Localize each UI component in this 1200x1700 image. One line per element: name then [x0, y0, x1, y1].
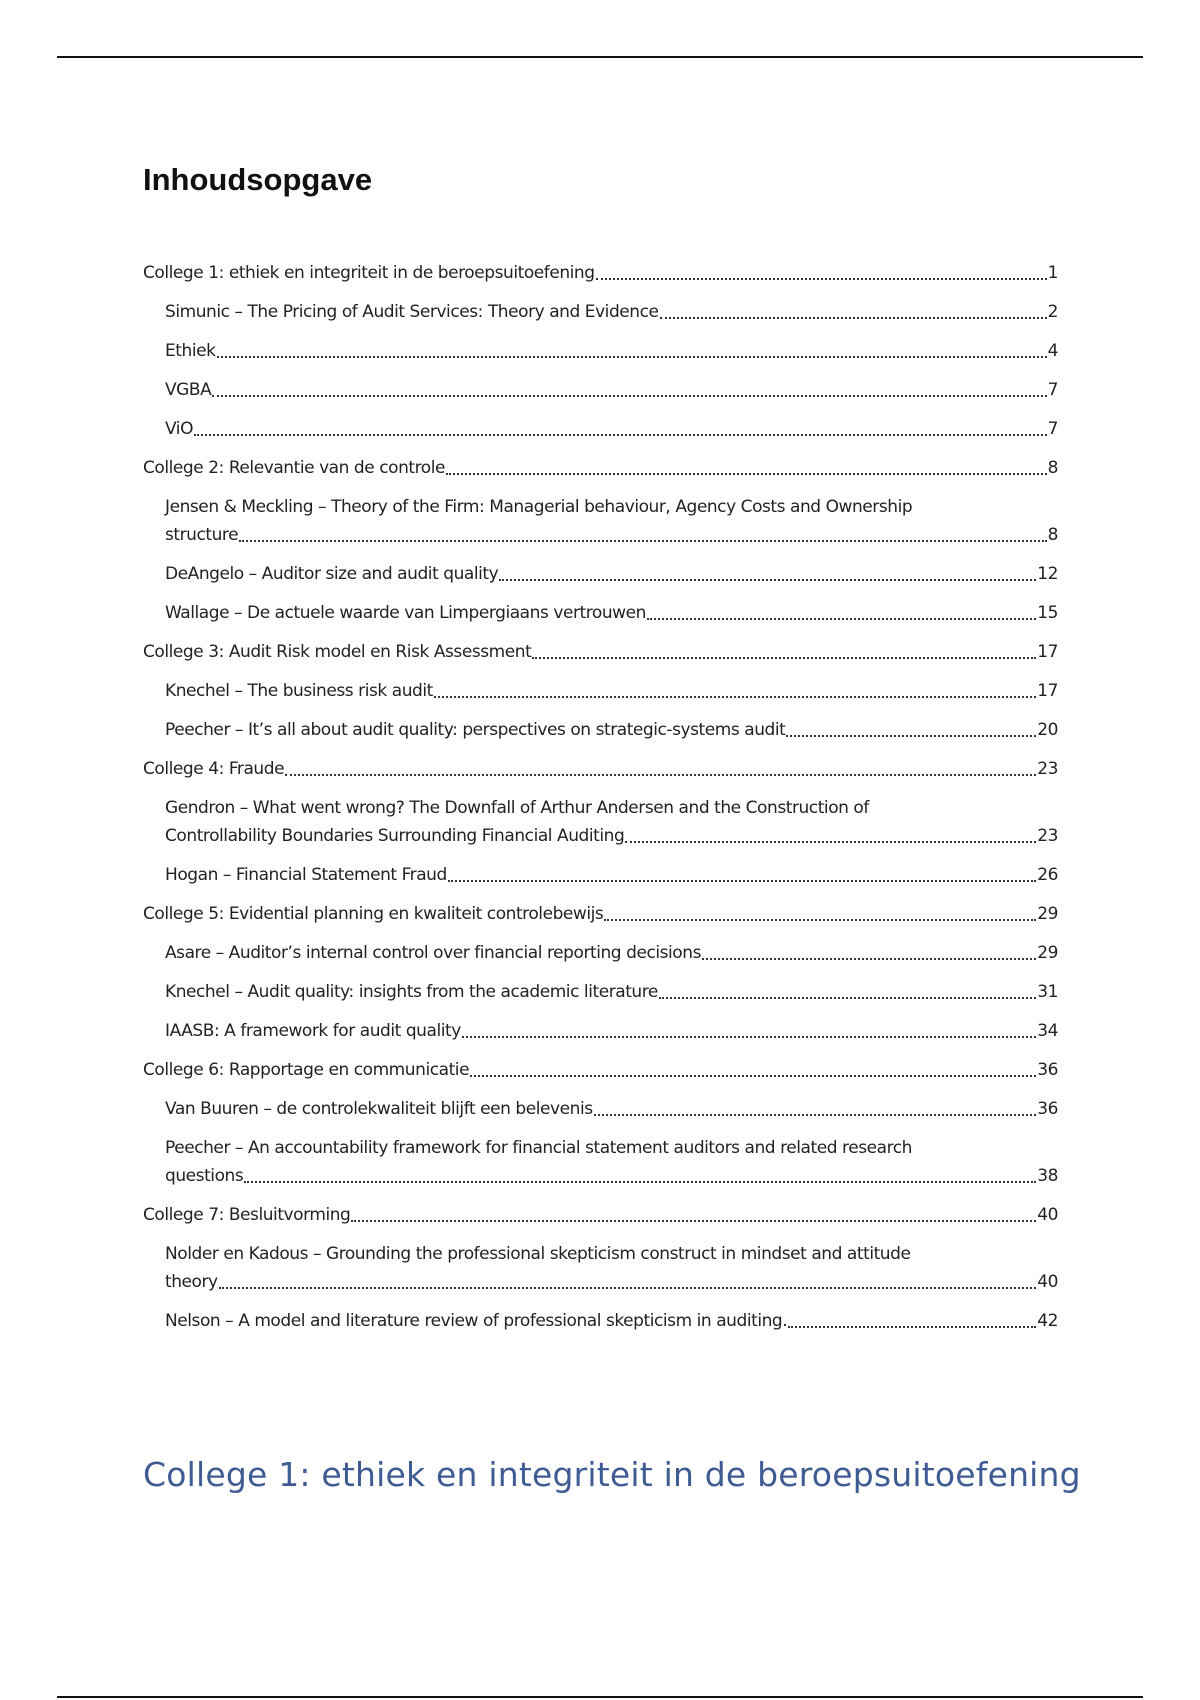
toc-entry[interactable]: [143, 1095, 1058, 1123]
toc-entry-text: College 7: Besluitvorming: [143, 1205, 351, 1225]
toc-entry-text: Hogan – Financial Statement Fraud: [165, 865, 447, 885]
toc-dot-leader: [446, 473, 1047, 475]
toc-page-number: 8: [1047, 458, 1058, 478]
toc-entry[interactable]: [143, 978, 1058, 1006]
toc-entry[interactable]: [143, 415, 1058, 443]
toc-entry[interactable]: [143, 638, 1058, 666]
toc-dot-leader: [702, 958, 1036, 960]
toc-page-number: 20: [1037, 720, 1058, 740]
toc-page-number: 29: [1037, 904, 1058, 924]
toc-entry-text: DeAngelo – Auditor size and audit quality: [165, 564, 499, 584]
toc-entry[interactable]: [143, 1134, 1058, 1190]
toc-entry-text-continued: structure: [165, 525, 239, 545]
toc-entry-text-continued: theory: [165, 1272, 218, 1292]
toc-page-number: 17: [1037, 681, 1058, 701]
toc-dot-leader: [647, 618, 1036, 620]
toc-entry-text: VGBA: [165, 380, 212, 400]
toc-entry-text: Wallage – De actuele waarde van Limpergiaans vertrouwen: [165, 603, 646, 623]
toc-dot-leader: [625, 841, 1036, 843]
toc-page-number: 4: [1047, 341, 1058, 361]
toc-page-number: 1: [1047, 263, 1058, 283]
toc-dot-leader: [659, 997, 1036, 999]
toc-page-number: 15: [1037, 603, 1058, 623]
toc-entry[interactable]: [143, 1056, 1058, 1084]
toc-entry[interactable]: [143, 599, 1058, 627]
toc-entry[interactable]: [143, 298, 1058, 326]
toc-dot-leader: [788, 1326, 1036, 1328]
toc-entry-text: Van Buuren – de controlekwaliteit blijft een belevenis: [165, 1099, 593, 1119]
toc-entry[interactable]: [143, 454, 1058, 482]
toc-dot-leader: [351, 1220, 1036, 1222]
toc-entry[interactable]: [143, 493, 1058, 549]
toc-entry-text: Peecher – An accountability framework for financial statement auditors and related research: [165, 1138, 912, 1158]
toc-page-number: 42: [1037, 1311, 1058, 1331]
toc-entry[interactable]: [143, 939, 1058, 967]
toc-page-number: 8: [1047, 525, 1058, 545]
toc-page-number: 38: [1037, 1166, 1058, 1186]
table-of-contents: [143, 259, 1058, 1346]
toc-entry[interactable]: [143, 1307, 1058, 1335]
toc-dot-leader: [596, 278, 1047, 280]
toc-dot-leader: [786, 735, 1036, 737]
toc-dot-leader: [532, 657, 1036, 659]
toc-page-number: 36: [1037, 1099, 1058, 1119]
toc-entry[interactable]: [143, 1201, 1058, 1229]
toc-entry[interactable]: [143, 677, 1058, 705]
toc-page-number: 40: [1037, 1272, 1058, 1292]
toc-entry-text: College 6: Rapportage en communicatie: [143, 1060, 470, 1080]
toc-page-number: 31: [1037, 982, 1058, 1002]
toc-entry-text-continued: Controllability Boundaries Surrounding Financial Auditing: [165, 826, 625, 846]
toc-entry-text: Knechel – Audit quality: insights from the academic literature: [165, 982, 658, 1002]
toc-dot-leader: [470, 1075, 1036, 1077]
toc-dot-leader: [448, 880, 1036, 882]
toc-entry-text: Asare – Auditor’s internal control over financial reporting decisions: [165, 943, 701, 963]
toc-entry-text: College 2: Relevantie van de controle: [143, 458, 446, 478]
toc-dot-leader: [604, 919, 1036, 921]
toc-page-number: 12: [1037, 564, 1058, 584]
toc-page-number: 17: [1037, 642, 1058, 662]
toc-entry-text: IAASB: A framework for audit quality: [165, 1021, 461, 1041]
toc-entry-text: College 3: Audit Risk model en Risk Assessment: [143, 642, 532, 662]
toc-page-number: 34: [1037, 1021, 1058, 1041]
toc-page-number: 36: [1037, 1060, 1058, 1080]
toc-dot-leader: [212, 395, 1046, 397]
toc-entry-text: College 5: Evidential planning en kwaliteit controlebewijs: [143, 904, 604, 924]
toc-page-number: 23: [1037, 826, 1058, 846]
toc-page-number: 26: [1037, 865, 1058, 885]
toc-page-number: 7: [1047, 380, 1058, 400]
toc-entry-text: Peecher – It’s all about audit quality: perspectives on strategic-systems audit: [165, 720, 786, 740]
toc-dot-leader: [434, 696, 1036, 698]
toc-entry-text: Knechel – The business risk audit: [165, 681, 433, 701]
toc-entry[interactable]: [143, 1240, 1058, 1296]
toc-entry-text: Nelson – A model and literature review of professional skepticism in auditing.: [165, 1311, 788, 1331]
toc-entry-text: ViO: [165, 419, 194, 439]
toc-dot-leader: [239, 540, 1047, 542]
toc-entry[interactable]: [143, 794, 1058, 850]
toc-dot-leader: [462, 1036, 1036, 1038]
toc-entry-text: Jensen & Meckling – Theory of the Firm: Managerial behaviour, Agency Costs and Ownership: [165, 497, 913, 517]
toc-entry-text: Simunic – The Pricing of Audit Services: Theory and Evidence: [165, 302, 659, 322]
toc-dot-leader: [194, 434, 1047, 436]
toc-dot-leader: [219, 1287, 1037, 1289]
toc-entry-text: Gendron – What went wrong? The Downfall of Arthur Andersen and the Construction of: [165, 798, 869, 818]
page-top-rule: [57, 56, 1143, 58]
toc-entry-text: Ethiek: [165, 341, 216, 361]
page-bottom-rule: [57, 1696, 1143, 1698]
toc-entry[interactable]: [143, 755, 1058, 783]
toc-entry[interactable]: [143, 861, 1058, 889]
toc-page-number: 2: [1047, 302, 1058, 322]
section-heading: College 1: ethiek en integriteit in de beroepsuitoefening: [143, 1455, 1081, 1494]
toc-title: Inhoudsopgave: [143, 162, 373, 197]
toc-dot-leader: [660, 317, 1047, 319]
toc-entry[interactable]: [143, 376, 1058, 404]
toc-entry-text: College 4: Fraude: [143, 759, 285, 779]
toc-page-number: 7: [1047, 419, 1058, 439]
toc-entry[interactable]: [143, 900, 1058, 928]
toc-entry-text: Nolder en Kadous – Grounding the professional skepticism construct in mindset and attitude: [165, 1244, 911, 1264]
toc-dot-leader: [285, 774, 1036, 776]
toc-page-number: 23: [1037, 759, 1058, 779]
toc-page-number: 40: [1037, 1205, 1058, 1225]
toc-entry-text-continued: questions: [165, 1166, 244, 1186]
toc-entry[interactable]: [143, 337, 1058, 365]
toc-entry[interactable]: [143, 259, 1058, 287]
toc-dot-leader: [594, 1114, 1037, 1116]
toc-entry[interactable]: [143, 560, 1058, 588]
toc-dot-leader: [244, 1181, 1036, 1183]
toc-dot-leader: [217, 356, 1047, 358]
toc-page-number: 29: [1037, 943, 1058, 963]
toc-entry[interactable]: [143, 1017, 1058, 1045]
toc-entry[interactable]: [143, 716, 1058, 744]
toc-dot-leader: [499, 579, 1036, 581]
toc-entry-text: College 1: ethiek en integriteit in de beroepsuitoefening: [143, 263, 595, 283]
